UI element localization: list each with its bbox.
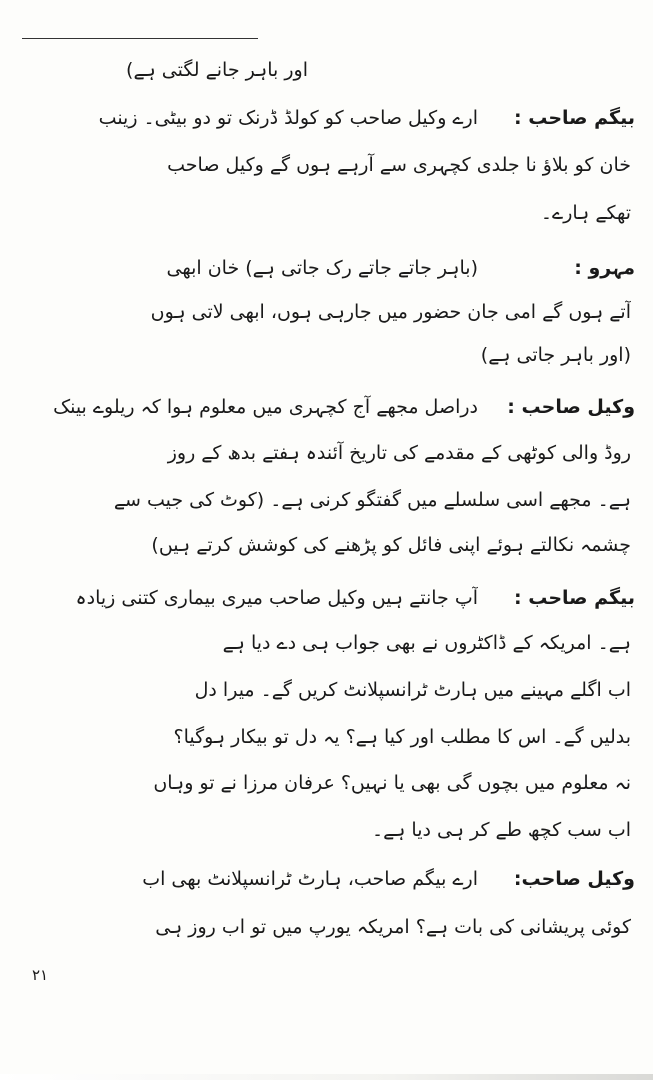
dialogue-line: اب سب کچھ طے کر ہی دیا ہے۔ bbox=[371, 819, 631, 841]
dialogue-line: ہے۔ مجھے اسی سلسلے میں گفتگو کرنی ہے۔ (کوٹ کی جیب سے bbox=[113, 489, 631, 511]
dialogue-line: روڈ والی کوٹھی کے مقدمے کی تاریخ آئندہ ہفتے بدھ کے روز bbox=[167, 442, 631, 464]
dialogue-line: ارے وکیل صاحب کو کولڈ ڈرنک تو دو بیٹی۔ زینب bbox=[98, 107, 478, 129]
dialogue-line: ارے بیگم صاحب، ہارٹ ٹرانسپلانٹ بھی اب bbox=[142, 868, 478, 890]
dialogue-line: (اور باہر جاتی ہے) bbox=[480, 344, 631, 366]
top-rule bbox=[22, 38, 258, 39]
dialogue-line: چشمہ نکالتے ہوئے اپنی فائل کو پڑھنے کی کوشش کرتے ہیں) bbox=[151, 534, 631, 556]
dialogue-line: خان کو بلاؤ نا جلدی کچہری سے آرہے ہوں گے وکیل صاحب bbox=[167, 154, 631, 176]
page-bottom-edge bbox=[0, 1074, 653, 1080]
speaker-label: بیگم صاحب : bbox=[514, 107, 635, 129]
dialogue-line: ہے۔ امریکہ کے ڈاکٹروں نے بھی جواب ہی دے دیا ہے bbox=[222, 632, 631, 654]
dialogue-line: نہ معلوم میں بچوں گی بھی یا نہیں؟ عرفان مرزا نے تو وہاں bbox=[153, 772, 631, 794]
speaker-label: بیگم صاحب : bbox=[514, 587, 635, 609]
speaker-label: وکیل صاحب: bbox=[513, 868, 635, 890]
dialogue-line: بدلیں گے۔ اس کا مطلب اور کیا ہے؟ یہ دل تو بیکار ہوگیا؟ bbox=[173, 726, 631, 748]
speaker-label: مہرو : bbox=[574, 257, 635, 279]
dialogue-line: کوئی پریشانی کی بات ہے؟ امریکہ یورپ میں تو اب روز ہی bbox=[155, 916, 631, 938]
dialogue-line: آپ جانتے ہیں وکیل صاحب میری بیماری کتنی زیادہ bbox=[75, 587, 478, 609]
dialogue-line: اب اگلے مہینے میں ہارٹ ٹرانسپلانٹ کریں گے۔ میرا دل bbox=[194, 679, 631, 701]
dialogue-line: اور باہر جانے لگتی ہے) bbox=[126, 59, 308, 81]
page-number: ۲۱ bbox=[32, 966, 49, 984]
speaker-label: وکیل صاحب : bbox=[507, 396, 635, 418]
dialogue-line: آتے ہوں گے امی جان حضور میں جارہی ہوں، ابھی لاتی ہوں bbox=[150, 301, 631, 323]
dialogue-line: تھکے ہارے۔ bbox=[540, 202, 631, 224]
dialogue-line: دراصل مجھے آج کچہری میں معلوم ہوا کہ ریلوے بینک bbox=[53, 396, 478, 418]
dialogue-line: (باہر جاتے جاتے رک جاتی ہے) خان ابھی bbox=[166, 257, 478, 279]
